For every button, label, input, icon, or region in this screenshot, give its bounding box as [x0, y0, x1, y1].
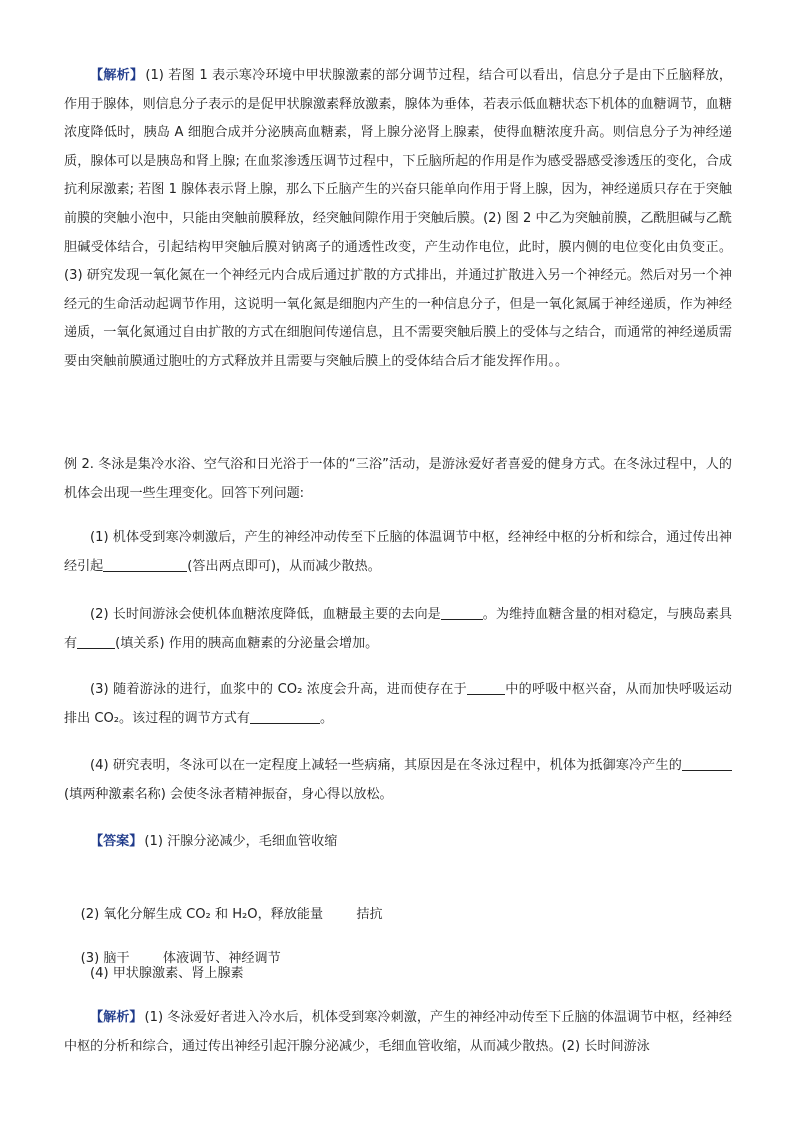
analysis-text-2: (1) 冬泳爱好者进入冷水后，机体受到寒冷刺激，产生的神经冲动传至下丘脑的体温调节中枢，经神经中枢的分析和综合，通过传出神经引起汗腺分泌减少，毛细血管收缩，从而减少散热。(2) 长时间游泳 — [64, 1010, 733, 1054]
q1-answer-blank[interactable] — [103, 557, 187, 572]
q3-text-a: (3) 随着游泳的进行，血浆中的 CO₂ 浓度会升高，进而使存在于 — [90, 682, 467, 697]
analysis-tag-2: 【解析】 — [90, 1010, 143, 1025]
q1-text-a: (1) 机体受到寒冷刺激后，产生的神经冲动传至下丘脑的体温调节中枢，经神经中枢的分析和综合，通过传出神经引起 — [64, 530, 732, 574]
q2-text-b: 。为维持血糖含量的相对稳定，与胰岛素具有 — [64, 607, 733, 651]
example-2-stem — [64, 451, 732, 508]
q4-text-b: (填两种激素名称) 会使冬泳者精神振奋，身心得以放松。 — [64, 786, 393, 802]
q2-text-c: (填关系) 作用的胰高血糖素的分泌量会增加。 — [115, 635, 379, 651]
q2-text-a: (2) 长时间游泳会使机体血糖浓度降低，血糖最主要的去向是 — [90, 607, 441, 622]
question-2 — [64, 601, 732, 658]
answer-line-4 — [64, 960, 732, 989]
example-stem-text: 例 2. 冬泳是集冷水浴、空气浴和日光浴于一体的“三浴”活动，是游泳爱好者喜爱的健身方式。在冬泳过程中，人的机体会出现一些生理变化。回答下列问题: — [64, 457, 732, 501]
q3-answer-blank-2[interactable] — [250, 709, 320, 724]
answer-4: (4) 甲状腺激素、肾上腺素 — [90, 966, 244, 981]
q3-answer-blank-1[interactable] — [467, 680, 505, 695]
q4-text-a: (4) 研究表明，冬泳可以在一定程度上减轻一些病痛，其原因是在冬泳过程中，机体为抵御寒冷产生的 — [90, 758, 682, 773]
answer-tag: 【答案】 — [90, 834, 143, 849]
analysis-paragraph-2 — [64, 1004, 732, 1061]
answer-3: (3) 脑干 体液调节、神经调节 — [80, 950, 281, 966]
answer-line-3 — [64, 916, 732, 1002]
question-1 — [64, 524, 732, 581]
q3-text-c: 。 — [320, 710, 334, 726]
q2-answer-blank-1[interactable] — [441, 605, 483, 620]
answer-2: (2) 氧化分解生成 CO₂ 和 H₂O，释放能量 拮抗 — [80, 906, 383, 922]
q4-answer-blank[interactable] — [682, 756, 732, 771]
analysis-paragraph-1 — [64, 62, 732, 377]
analysis-text: (1) 若图 1 表示寒冷环境中甲状腺激素的部分调节过程，结合可以看出，信息分子是由下丘脑释放，作用于腺体，则信息分子表示的是促甲状腺激素释放激素，腺体为垂体，若表示低血糖状态下机体的血糖调节，血糖浓度降低时，胰岛 A 细胞合成并分泌胰高血糖素，肾上腺分泌肾上腺素，使得血糖浓度升高。则信息分子为神经递质，腺体可以是胰岛和肾上腺; 在血浆渗透压调节过程中，下丘脑所起的作用是作为感受器感受渗透压的变化，合成抗利尿激素; 若图 1 腺体表示肾上腺，那么下丘脑产生的兴奋只能单向作用于肾上腺，因为，神经递质只存在于突触前膜的突触小泡中，只能由突触前膜释放，经突触间隙作用于突触后膜。(2) 图 2 中乙为突触前膜，乙酰胆碱与乙酰胆碱受体结合，引起结构甲突触后膜对钠离子的通透性改变，产生动作电位，此时，膜内侧的电位变化由负变正。(3) 研究发现一氧化氮在一个神经元内合成后通过扩散的方式排出，并通过扩散进入另一个神经元。然后对另一个神经元的生命活动起调节作用，这说明一氧化氮是细胞内产生的一种信息分子，但是一氧化氮属于神经递质，作为神经递质，一氧化氮通过自由扩散的方式在细胞间传递信息，且不需要突触后膜上的受体与之结合，而通常的神经递质需要由突触前膜通过胞吐的方式释放并且需要与突触后膜上的受体结合后才能发挥作用。。 — [64, 68, 733, 369]
question-4 — [64, 752, 732, 809]
answer-1: (1) 汗腺分泌减少，毛细血管收缩 — [144, 834, 338, 849]
answer-line-1 — [64, 828, 732, 857]
analysis-tag: 【解析】 — [90, 68, 144, 83]
q1-text-b: (答出两点即可)，从而减少散热。 — [187, 558, 381, 574]
q2-answer-blank-2[interactable] — [77, 634, 115, 649]
question-3 — [64, 676, 732, 733]
q3-text-b: 中的呼吸中枢兴奋，从而加快呼吸运动排出 CO₂。该过程的调节方式有 — [64, 682, 733, 726]
